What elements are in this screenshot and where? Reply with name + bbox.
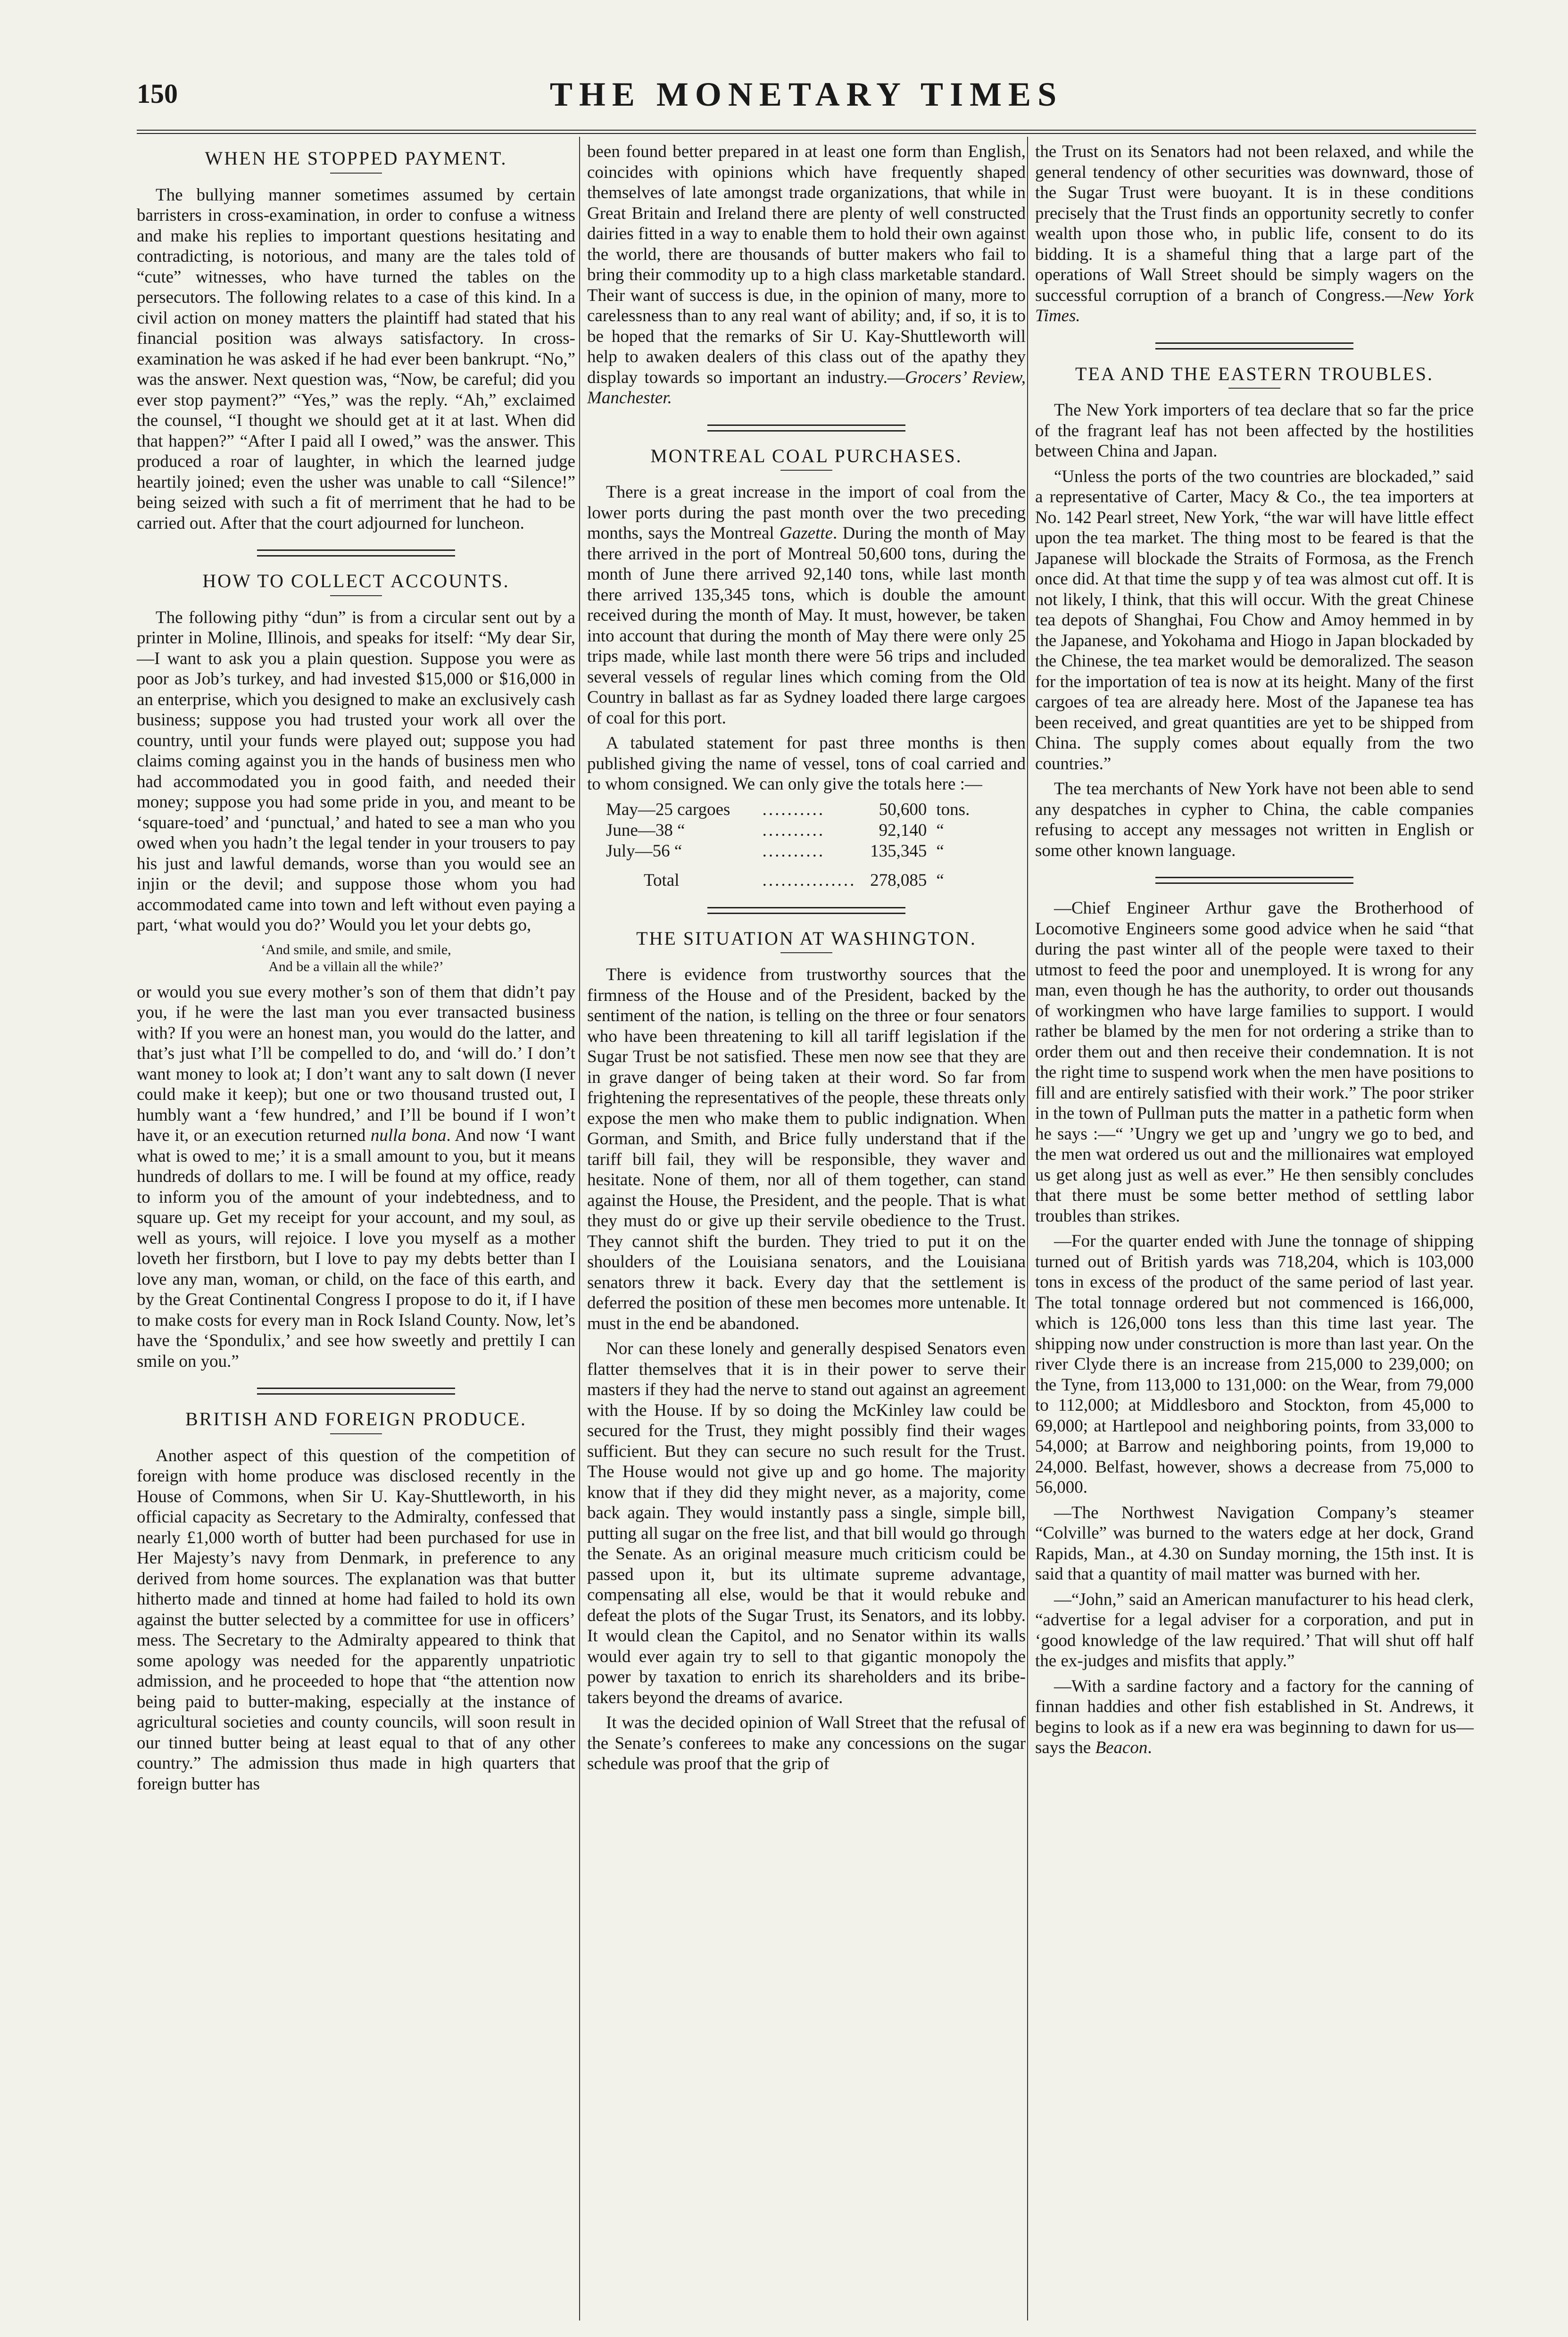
italic-term: nulla bona [370,1126,447,1145]
table-cell: 50,600 [879,799,927,819]
page-number: 150 [137,78,178,109]
article-paragraph: The bullying manner sometimes assumed by certain barristers in cross-examination, in order to confuse a witness and make his replies to important questions hesitating and contradicting, is notorious, and many are the tales told of “cute” witnesses, who have turned the tables on the persecutors. The following relates to a case of this kind. In a civil action on money matters the plaintiff had stated that his financial position was always satisfactory. In cross-examination he was asked if he had ever been bankrupt. “No,” was the answer. Next question was, “Now, be careful; did you ever stop payment?” “Yes,” was the reply. “Ah,” exclaimed the counsel, “I thought we should get at it at last. When did that happen?” “After I paid all I owed,” was the answer. This produced a roar of laughter, in which the learned judge heartily joined; even the usher was unable to call “Silence!” being seized with such a fit of merriment that he had to be carried out. After that the court adjourned for luncheon. [137,185,575,533]
article-paragraph: It was the decided opinion of Wall Street that the refusal of the Senate’s conferees to make any concessions on the sugar schedule was proof that the grip of [587,1713,1026,1773]
verse-line: And be a villain all the while?’ [268,958,444,974]
newspaper-title: THE MONETARY TIMES [549,75,1063,113]
article-paragraph [587,482,1026,728]
masthead-rule [137,130,1476,134]
table-cell: “ [936,820,944,840]
source-credit: New York Times. [1035,285,1474,325]
article-heading: TEA AND THE EASTERN TROUBLES. [1075,363,1434,384]
article-paragraph: There is evidence from trustworthy sources that the firmness of the House and of the President, backed by the sentiment of the nation, is telling on the three or four senators who have been threatening to kill all tariff legislation if the Sugar Trust be not satisfied. These men now see that they are in grave danger of being taken at their word. So far from frightening the representatives of the people, these threats only expose the men who make them to public indignation. When Gorman, and Smith, and Brice fully understand that if the tariff bill fail, they will be responsible, they waver and hesitate. None of them, nor all of them together, can stand against the House, the President, and the people. That is what they must do or give up their servile obedience to the Trust. They cannot shift the burden. They tried to put it on the shoulders of the Louisiana senators, and the Louisiana senators threw it back. Every day that the settlement is deferred the position of these men becomes more untenable. It must in the end be abandoned. [587,965,1026,1333]
table-row [606,841,974,862]
source-credit: Beacon [1095,1738,1148,1757]
paragraph-text: or would you sue every mother’s son of them that didn’t pay you, if he were the last man you ever transacted business with? If you were an honest man, you would do the latter, and that’s just what I’ll be compelled to do, and ‘will do.’ I don’t want money to look at; I don’t want any to salt down (I never could make it keep); but one or two thousand trusted out, I humbly want a ‘few hundred,’ and I’ll be bound if I won’t have it, or an execution returned [137,982,575,1145]
article-heading: WHEN HE STOPPED PAYMENT. [205,148,507,169]
table-cell: June—38 “ [606,820,685,840]
brief-item: —Chief Engineer Arthur gave the Brotherhood of Locomotive Engineers some good advice when he said “that during the past winter all of the people were taxed to their utmost to feed the poor and unemployed. It is wrong for any man, even though he has the authority, to order out thousands of workingmen who have large families to support. I would rather be blamed by the men for not ordering a strike than to order them out and then receive their condemnation. It is not the right time to suspend work when the men have positions to fill and are entirely satisfied with their work.” The poor striker in the town of Pullman puts the matter in a pathetic form when he says :—“ ’Ungry we get up and ’ungry we go to bed, and the men wat ordered us out and the millionaires wat employed us get along just as well as ever.” He then sensibly concludes that there must be some better method of settling labor troubles than strikes. [1035,898,1474,1226]
heading-rule [330,595,382,596]
brief-item: —For the quarter ended with June the tonnage of shipping turned out of British yards was 718,204, which is 103,000 tons in excess of the product of the same period of last year. The total tonnage ordered but not commenced is 166,000, which is 126,000 tons less than this time last year. The shipping now under construction is more than last year. On the river Clyde there is an increase from 215,000 to 239,000; on the Tyne, from 113,000 to 131,000: on the Wear, from 79,000 to 112,000; at Middlesboro and Stockton, from 45,000 to 69,000; at Hartlepool and neighboring points, from 33,000 to 54,000; at Barrow and neighboring points, from 19,000 to 24,000. Belfast, however, shows a decrease from 75,000 to 56,000. [1035,1231,1474,1497]
table-cell: 135,345 [870,841,927,861]
paragraph-text: . And now ‘I want what is owed to me;’ it is a small amount to you, but it means hundreds of dollars to me. I will be found at my office, ready to inform you of the amount of your indebtedness, and to square up. Get my receipt for your account, and my soul, as well as yours, will rejoice. I love you myself as a mother loveth her firstborn, but I love to pay my debts better than I love any man, woman, or child, on the face of this earth, and by the Great Continental Congress I propose to do it, if I have to make costs for every man in Rock Island County. Now, let’s have the ‘Spondulix,’ and see how sweetly and prettily I can smile on you.” [137,1126,576,1371]
heading-rule [330,1433,382,1434]
paragraph-text: . [1147,1738,1152,1757]
table-row [606,820,974,841]
brief-item: —“John,” said an American manufacturer to his head clerk, “advertise for a legal adviser for a corporation, and put in ‘good knowledge of the law required.’ That will shut off half the ex-judges and misfits that apply.” [1035,1589,1474,1671]
table-cell: tons. [936,799,970,819]
heading-rule [330,173,382,174]
paragraph-text: —With a sardine factory and a factory for the canning of finnan haddies and other fish established in St. Andrews, it begins to look as if a new era was beginning to dawn for us—says the [1035,1676,1474,1757]
article-divider [1155,342,1353,349]
table-cell: ............... [762,870,856,890]
article-paragraph: Nor can these lonely and generally despised Senators even flatter themselves that it is in their power to serve their masters if they had the nerve to stand out against an agreement with the House. If by so doing the McKinley law could be secured for the Trust, they might possibly find their wages sufficient. But they can secure no such result for the Trust. The House would not give up and go home. The majority know that if they did they might never, as a majority, come back again. They would instantly pass a single, simple bill, putting all sugar on the free list, and that bill would go through the Senate. As an original measure much criticism could be passed upon it, but its ultimate supreme advantage, compensating all else, would be that it would rebuke and defeat the plots of the Sugar Trust, its Senators, and its lobby. It would clean the Capitol, and no Senator within its walls would ever again try to sell to that gigantic monopoly the power by taxation to enrich its shareholders and its bribe-takers beyond the dreams of avarice. [587,1339,1026,1707]
paragraph-text: the Trust on its Senators had not been relaxed, and while the general tendency of other securities was downward, those of the Sugar Trust were buoyant. It is in these conditions precisely that the Trust finds an opportunity secretly to confer wealth upon those who, in public life, consent to do its bidding. It is a shameful thing that a large part of the operations of Wall Street should be simply wagers on the successful corruption of a branch of Congress.— [1035,142,1474,305]
brief-item: —The Northwest Navigation Company’s steamer “Colville” was burned to the waters edge at her dock, Grand Rapids, Man., at 4.30 on Sunday morning, the 15th inst. It is said that a quantity of mail matter was burned with her. [1035,1503,1474,1584]
column-1 [137,141,575,1794]
paragraph-text: There is a great increase in the import of coal from the lower ports during the past month over the two preceding months, says the Montreal [587,482,1026,543]
table-cell: “ [936,870,944,890]
table-cell: .......... [762,799,825,819]
table-cell: 92,140 [879,820,927,840]
article-paragraph [137,982,575,1372]
heading-rule [1228,388,1280,389]
article-divider [257,1388,455,1395]
table-cell: “ [936,841,944,861]
article-paragraph: The tea merchants of New York have not been able to send any despatches in cypher to China, the cable companies refusing to accept any messages not written in English or some other known language. [1035,779,1474,860]
article-paragraph: Another aspect of this question of the competition of foreign with home produce was disclosed recently in the House of Commons, when Sir U. Kay-Shuttleworth, in his official capacity as Secretary to the Admiralty, confessed that nearly £1,000 worth of butter had been purchased for use in Her Majesty’s navy from Denmark, in preference to any derived from home sources. The explanation was that butter hitherto made and tinned at home had failed to hold its own against the butter selected by a committee for use in officers’ mess. The Secretary to the Admiralty appeared to think that some apology was needed for the apparently unpatriotic admission, and he proceeded to hope that “the attention now being paid to butter-making, especially at the instance of agricultural societies and county councils, will soon result in our tinned butter being at least equal to that of any other country.” The admission thus made in high quarters that foreign butter has [137,1446,575,1794]
article-divider [707,907,905,914]
heading-rule [780,470,832,471]
table-total-row [606,862,974,891]
source-credit: Grocers’ Review, Manchester. [587,367,1026,408]
column-rule [579,137,580,2320]
italic-term: Gazette [779,524,833,543]
heading-rule [780,952,832,953]
paragraph-text: been found better prepared in at least one form than English, coincides with opinions which have frequently shaped themselves of late amongst trade organizations, that while in Great Britain and Ireland there are plenty of well constructed dairies fitted in a way to enable them to hold their own against the world, there are thousands of butter makers who fail to bring their commodity up to a high class marketable standard. Their want of success is due, in the opinion of many, more to carelessness than to any real want of ability; and, if so, it is to be hoped that the remarks of Sir U. Kay-Shuttleworth will help to awaken dealers of this class out of the apathy they display towards so important an industry.— [587,142,1026,387]
article-paragraph: A tabulated statement for past three months is then published giving the name of vessel, tons of coal carried and to whom consigned. We can only give the totals here :— [587,733,1026,794]
article-divider [257,549,455,557]
table-cell: .......... [762,841,825,861]
coal-totals-table [606,799,974,891]
table-cell: .......... [762,820,825,840]
masthead [137,75,1476,116]
table-cell: May—25 cargoes [606,799,730,819]
article-paragraph: The New York importers of tea declare that so far the price of the fragrant leaf has not been affected by the hostilities between China and Japan. [1035,400,1474,461]
article-heading: BRITISH AND FOREIGN PRODUCE. [185,1408,527,1430]
column-3 [1035,141,1474,1758]
table-cell: 278,085 [870,870,927,890]
brief-item [1035,1676,1474,1758]
column-rule [1027,137,1028,2320]
article-paragraph: “Unless the ports of the two countries are blockaded,” said a representative of Carter, Macy & Co., the tea importers at No. 142 Pearl street, New York, “the war will have little effect upon the tea market. The thing most to be feared is that the Japanese will blockade the Straits of Formosa, as the French once did. At that time the supp y of tea was almost cut off. It is not likely, I think, that this will occur. With the great Chinese tea depots of Shanghai, Fou Chow and Amoy hemmed in by the Japanese, and Yokohama and Hiogo in Japan blockaded by the Chinese, the tea market would be demoralized. The season for the importation of tea is now at its height. Many of the first cargoes of tea are already here. Most of the Japanese tea has been received, and great quantities are yet to be shipped from China. The supply comes about equally from the two countries.” [1035,466,1474,773]
article-paragraph [587,141,1026,408]
table-cell: Total [644,870,680,890]
article-paragraph: The following pithy “dun” is from a circular sent out by a printer in Moline, Illinois, and speaks for itself: “My dear Sir,—I want to ask you a plain question. Suppose you were as poor as Job’s turkey, and had invested $15,000 or $16,000 in an enterprise, which you designed to make an exclusively cash business; suppose you had trusted your work all over the country, until your funds were played out; suppose you had claims coming against you in the hands of business men who had accommodated you in good faith, and needed their money; suppose you had some pride in you, and meant to be ‘square-toed’ and ‘punctual,’ and hated to see a man who you owed when you hadn’t the legal tender in your trousers to pay his just and lawful demands, worse than you would see an injin or the devil; and suppose those whom you had accommodated came into town and left without even paying a part, ‘what would you do?’ Would you let your debts go, [137,607,575,935]
table-cell: July—56 “ [606,841,682,861]
table-row [606,799,974,820]
article-divider [1155,877,1353,884]
article-heading: THE SITUATION AT WASHINGTON. [636,927,977,949]
article-divider [707,424,905,432]
column-2 [587,141,1026,1774]
verse-line: ‘And smile, and smile, and smile, [261,941,451,957]
article-heading: HOW TO COLLECT ACCOUNTS. [202,570,510,591]
article-paragraph [1035,141,1474,326]
verse-quote [137,941,575,975]
article-heading: MONTREAL COAL PURCHASES. [650,445,962,466]
paragraph-text: . During the month of May there arrived in the port of Montreal 50,600 tons, during the month of June there arrived 92,140 tons, while last month there arrived 135,345 tons, which is double the amount received during the month of May. It must, however, be taken into account that during the month of May there were only 25 trips made, while last month there were 56 trips and included several vessels of regular lines which coming from the Old Country in ballast as far as Sydney loaded there large cargoes of coal for this port. [587,524,1026,728]
